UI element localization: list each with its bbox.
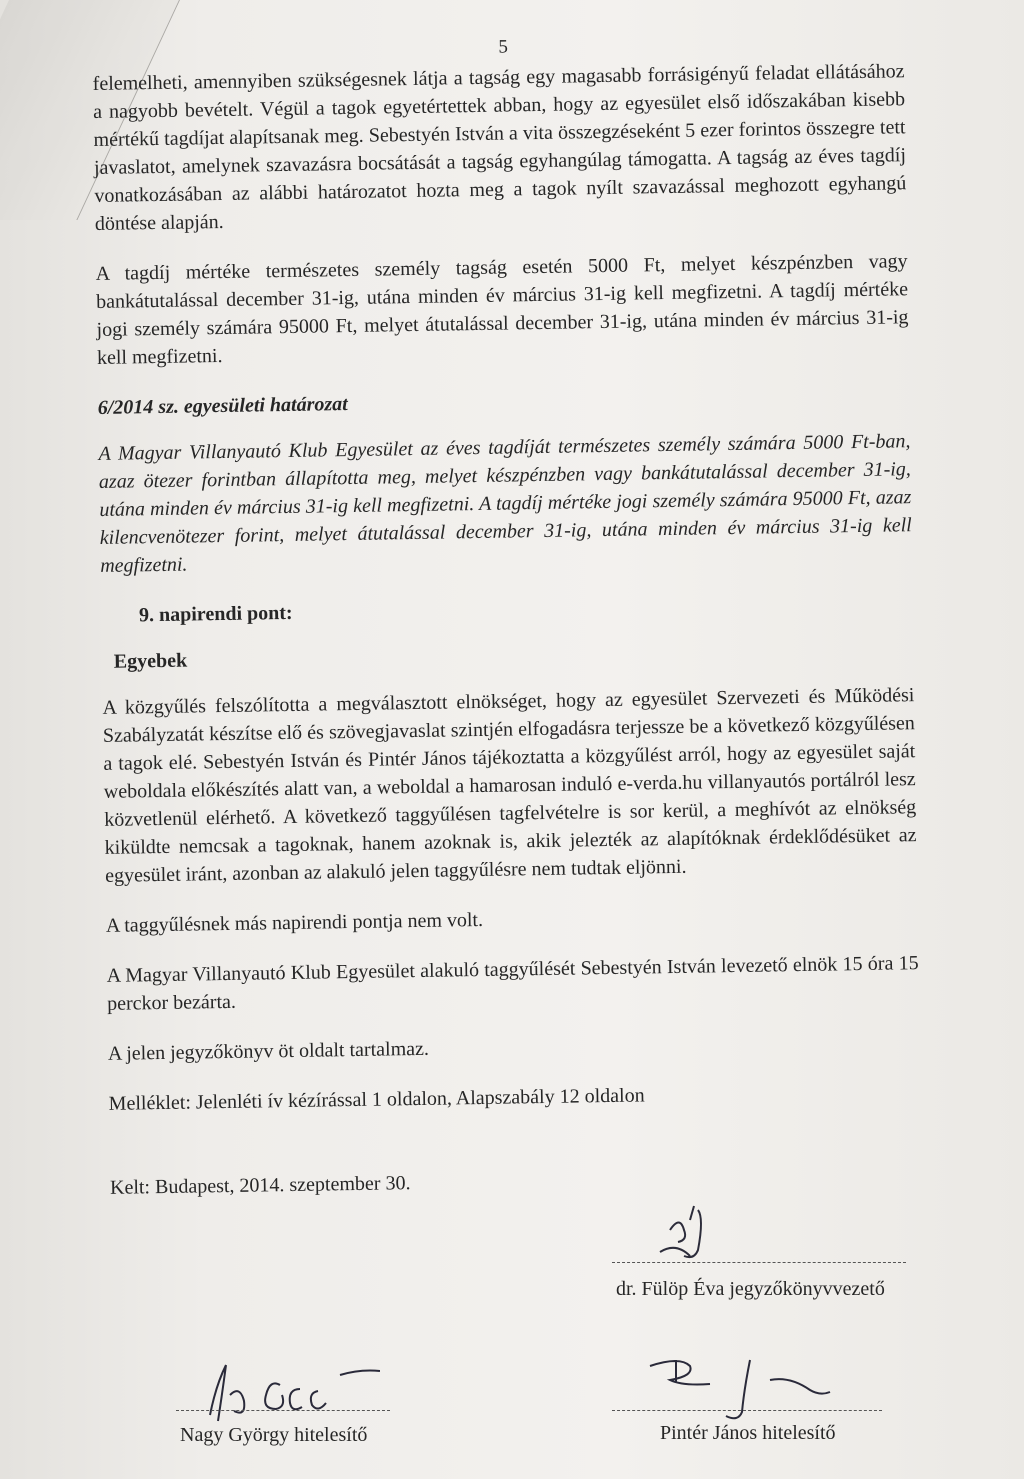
- certifier1-signature-line: [176, 1410, 390, 1411]
- paragraph-no-more-items: A taggyűlésnek más napirendi pontja nem volt.: [105, 908, 484, 937]
- certifier2-handwritten-signature: [640, 1350, 840, 1430]
- paragraph-tagdij-discussion: felemelheti, amennyiben szükségesnek látja a tagság egy magasabb forrásigényű feladat ellátásához a nagyobb bevételt. Végül a tagok egyetértettek abban, hogy az egyesület első időszakában kisebb mértékű tagdíjat alapítsanak meg. Sebestyén István a vita összegzéseként 5 ezer forintos összegre tett javaslatot, amelynek szavazásra bocsátását a tagság egyhangúlag támogatta. A tagság az éves tagdíj vonatkozásában az alábbi határozatot hozta meg a tagok nyílt szavazással meghozott egyhangú döntése alapján.: [92, 60, 907, 235]
- paragraph-page-count: A jelen jegyzőkönyv öt oldalt tartalmaz.: [107, 1037, 430, 1065]
- document-date: Kelt: Budapest, 2014. szeptember 30.: [109, 1172, 411, 1199]
- certifier1-handwritten-signature: [190, 1355, 380, 1435]
- agenda-item-number: 9. napirendi pont:: [138, 601, 293, 627]
- recorder-label: dr. Fülöp Éva jegyzőkönyvvezető: [616, 1278, 885, 1300]
- certifier2-label: Pintér János hitelesítő: [660, 1422, 836, 1444]
- paragraph-tagdij-amount: A tagdíj mértéke természetes személy tagság esetén 5000 Ft, melyet készpénzben vagy bankátutalással december 31-ig, utána minden év március 31-ig kell megfizetni. A tagdíj mértéke jogi személy számára 95000 Ft, melyet átutalással december 31-ig, utána minden év március 31-ig kell megfizetni.: [95, 250, 909, 369]
- certifier2-signature-line: [612, 1410, 882, 1411]
- resolution-text: A Magyar Villanyautó Klub Egyesület az éves tagdíját természetes személy számára 5000 Ft-ban, azaz ötezer forintban állapította meg, melyet készpénzben vagy bankátutalással december 31-ig, utána minden év március 31-ig kell megfizetni. A tagdíj mértéke jogi személy számára 95000 Ft, azaz kilencvenötezer forint, melyet átutalással december 31-ig, utána minden év március 31-ig kell megfizetni.: [98, 430, 912, 577]
- recorder-signature-line: [612, 1262, 906, 1263]
- paragraph-attachments: Melléklet: Jelenléti ív kézírással 1 oldalon, Alapszabály 12 oldalon: [108, 1084, 645, 1115]
- paragraph-other-matters: A közgyűlés felszólította a megválasztott elnökséget, hogy az egyesület Szervezeti és Működési Szabályzatát készítse elő és szövegjavaslat szintjén elfogadásra terjessze be a következő közgyűlésen a tagok elé. Sebestyén István és Pintér János tájékoztatta a közgyűlést arról, hogy az egyesület saját weboldala előkészítés alatt van, a weboldal a hamarosan induló e-verda.hu villanyautós portálról lesz közvetlenül elérhető. A következő taggyűlésen tagfelvételre is sor kerül, a meghívót az elnökség kiküldte nemcsak a tagoknak, hanem azoknak is, akik jelezték az alapítóknak érdeklődésüket az egyesület iránt, azonban az alakuló jelen taggyűlésre nem tudtak eljönni.: [102, 684, 917, 887]
- paragraph-closing: A Magyar Villanyautó Klub Egyesület alakuló taggyűlését Sebestyén István levezető elnök 15 óra 15 perckor bezárta.: [106, 952, 919, 1015]
- agenda-heading: Egyebek: [113, 649, 188, 673]
- recorder-handwritten-signature: [640, 1200, 740, 1270]
- page-number: 5: [498, 36, 509, 58]
- certifier1-label: Nagy György hitelesítő: [180, 1424, 368, 1446]
- resolution-title: 6/2014 sz. egyesületi határozat: [97, 393, 348, 419]
